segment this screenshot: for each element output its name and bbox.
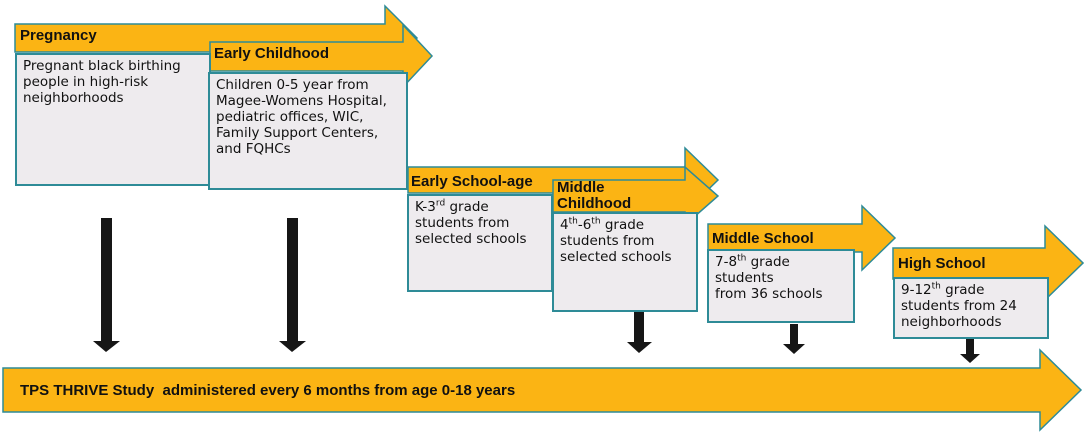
down-arrow-2-head (279, 341, 306, 352)
middle-childhood-title: Middle Childhood (557, 179, 632, 212)
middle-school-line: 7-8th grade students (715, 253, 790, 286)
early-childhood-title: Early Childhood (214, 45, 330, 62)
high-school-line: 9-12th grade (901, 281, 985, 298)
early-childhood-line: pediatric offices, WIC, (216, 109, 364, 125)
pregnancy-line: Pregnant black birthing (23, 58, 181, 74)
pregnancy-title: Pregnancy (20, 27, 97, 44)
middle-school-box (707, 249, 855, 323)
early-childhood-box (208, 72, 408, 190)
down-arrow-5-head (960, 354, 980, 363)
middle-childhood-line: 4th-6th grade (560, 216, 645, 233)
early-childhood-line: Magee-Womens Hospital, (216, 93, 387, 109)
pregnancy-box (15, 53, 211, 186)
down-arrow-3-head (627, 342, 652, 353)
down-arrow-1-shaft (101, 218, 112, 342)
middle-school-title: Middle School (712, 230, 814, 247)
down-arrow-4-shaft (790, 324, 798, 345)
early-childhood-line: Children 0-5 year from (216, 77, 369, 93)
pregnancy-line: people in high-risk (23, 74, 149, 90)
early-childhood-line: Family Support Centers, (216, 125, 379, 141)
early-school-age-line: students from (415, 215, 510, 231)
early-school-age-box (407, 194, 553, 292)
down-arrow-2-shaft (287, 218, 298, 342)
down-arrow-4-head (783, 344, 805, 354)
study-label: TPS THRIVE Study administered every 6 months from age 0-18 years (20, 382, 516, 399)
high-school-line: neighborhoods (901, 314, 1002, 330)
high-school-line: students from 24 (901, 298, 1017, 314)
middle-childhood-box (552, 212, 698, 312)
early-childhood-line: and FQHCs (216, 141, 291, 157)
high-school-box (893, 277, 1049, 339)
high-school-title: High School (898, 255, 986, 272)
pregnancy-line: neighborhoods (23, 90, 124, 106)
early-school-age-line: K-3rd grade (415, 198, 489, 215)
early-school-age-line: selected schools (415, 231, 527, 247)
down-arrow-3-shaft (634, 312, 644, 343)
down-arrow-1-head (93, 341, 120, 352)
middle-childhood-line: students from (560, 233, 655, 249)
middle-childhood-line: selected schools (560, 249, 672, 265)
early-school-age-title: Early School-age (411, 173, 533, 190)
middle-school-line: from 36 schools (715, 286, 823, 302)
